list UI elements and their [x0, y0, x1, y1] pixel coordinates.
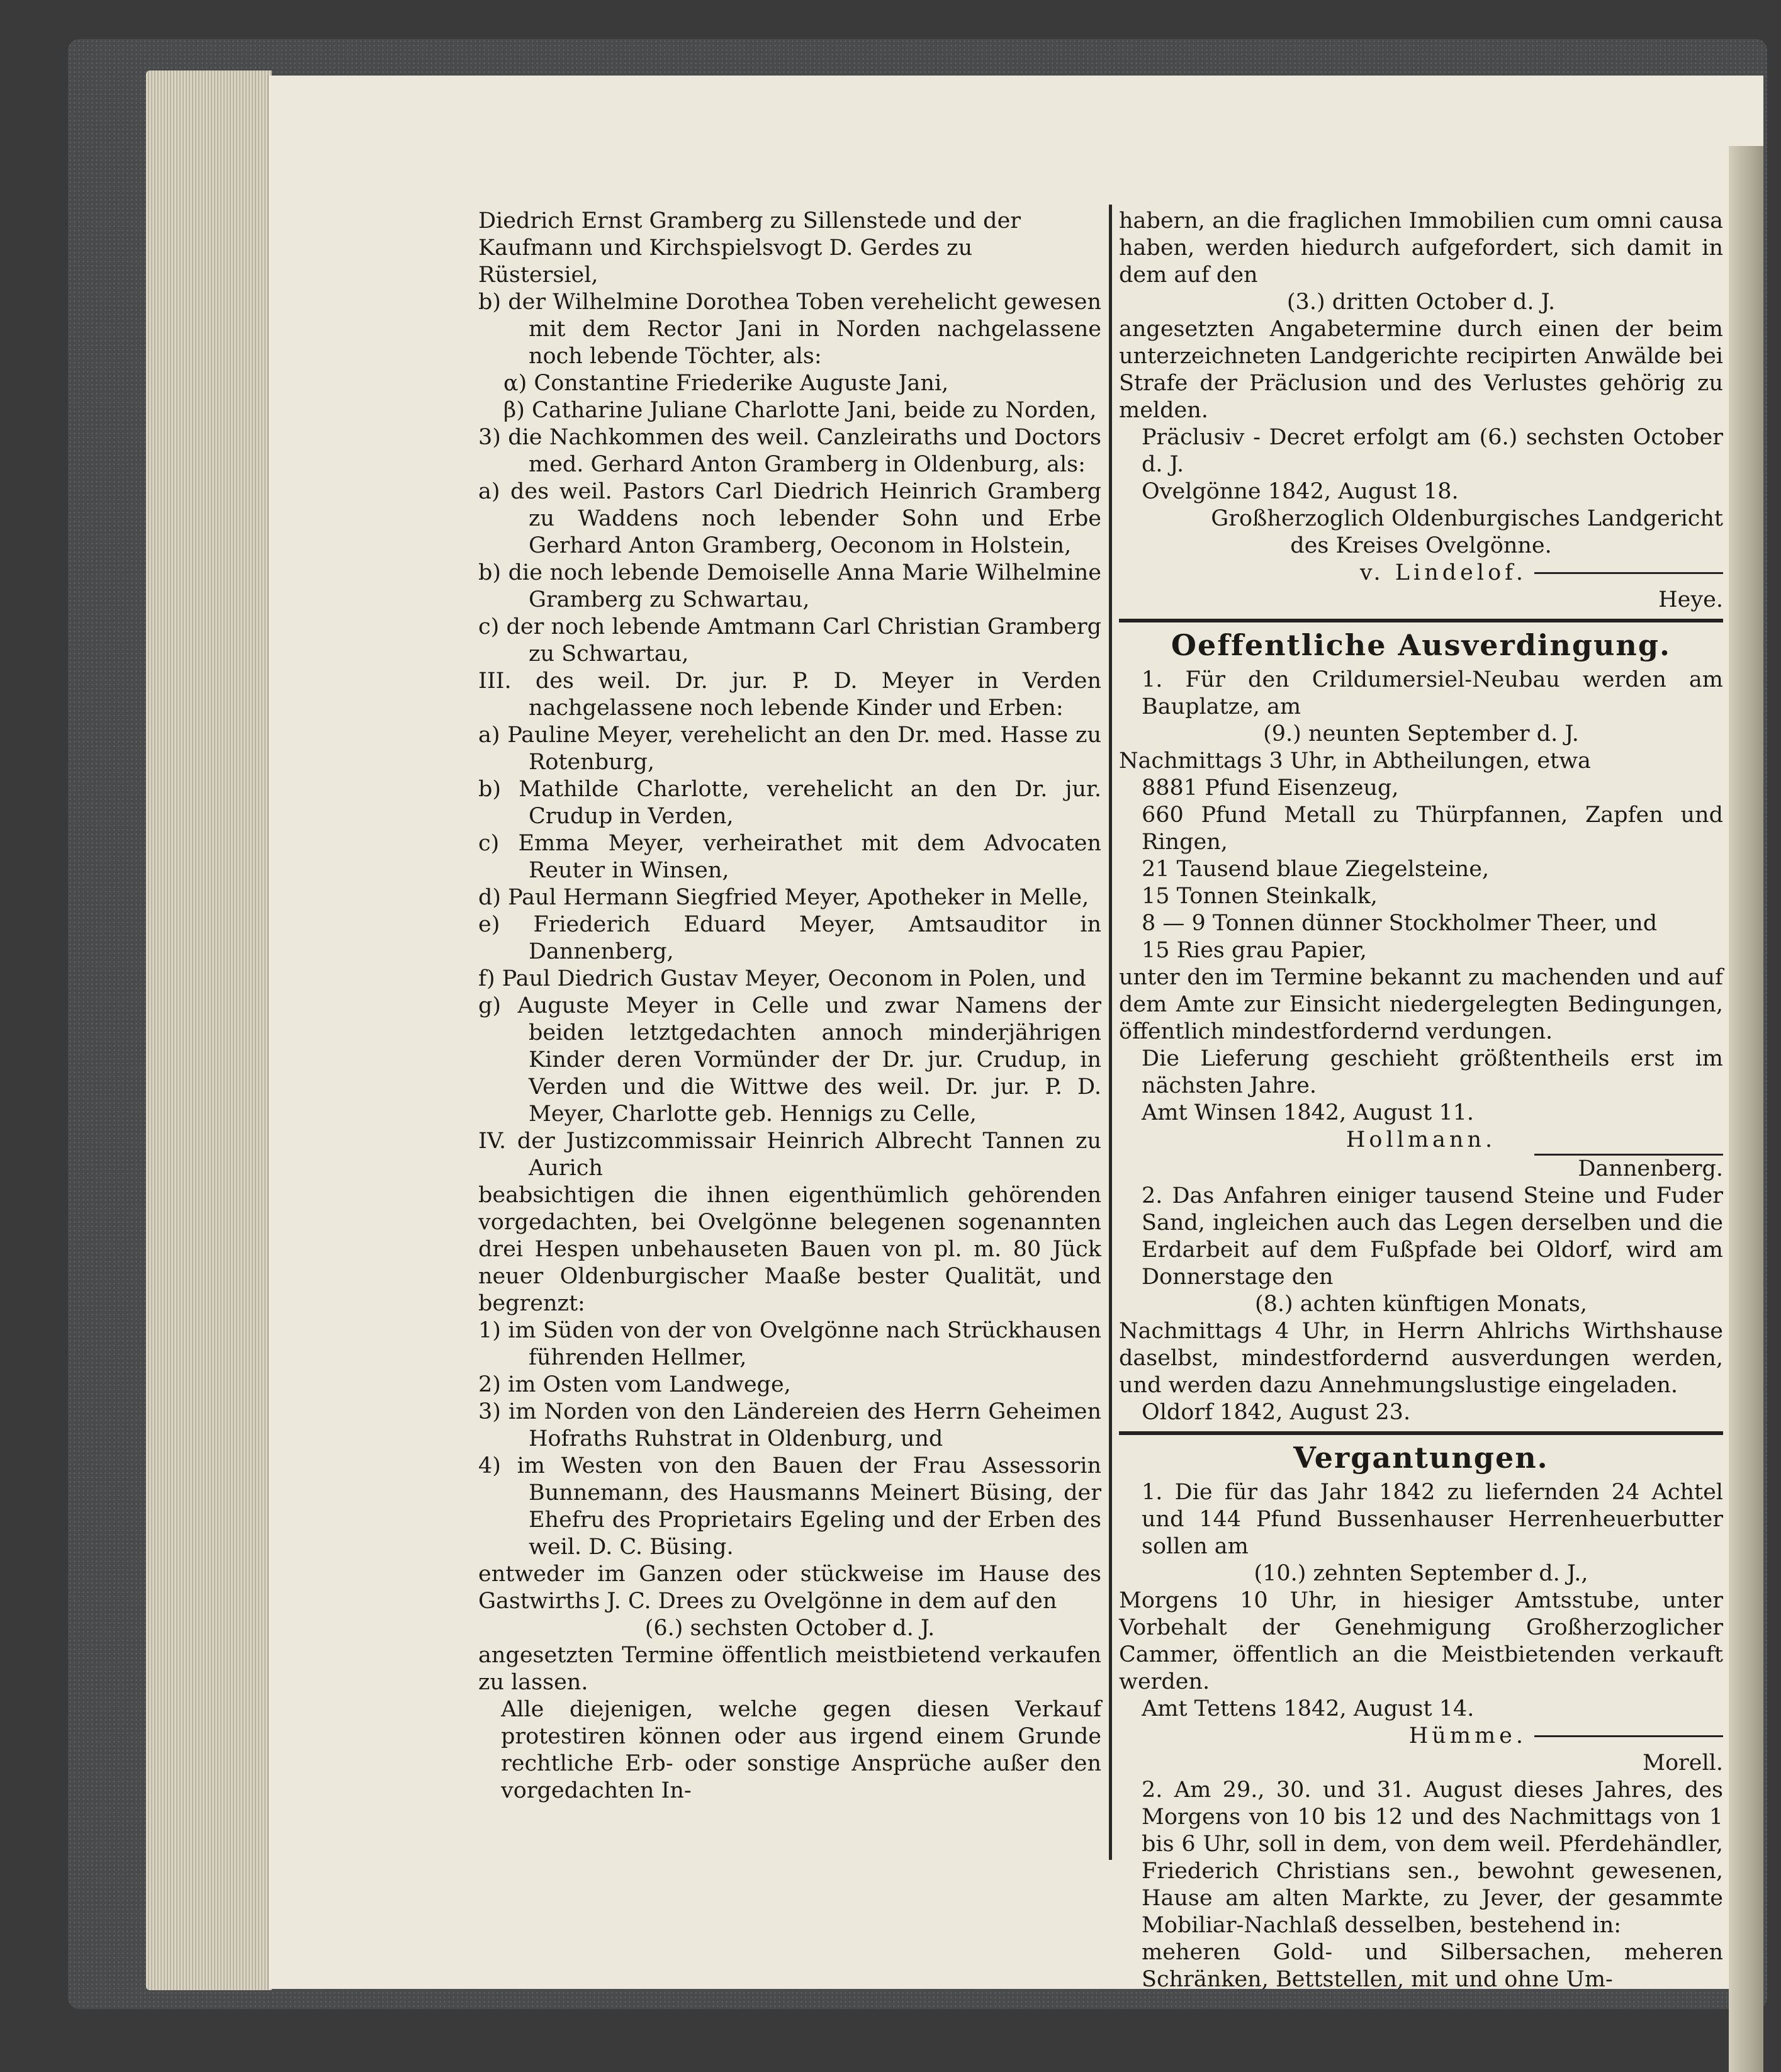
- text-line: a) des weil. Pastors Carl Diedrich Heinrich Gramberg zu Waddens noch lebender Sohn und Erbe Gerhard Anton Gramberg, Oeconom in Holstein,: [478, 479, 1101, 558]
- text-line: Die Lieferung geschieht größtentheils erst im nächsten Jahre.: [1142, 1046, 1723, 1098]
- text-line: 1) im Süden von der von Ovelgönne nach Strückhausen führenden Hellmer,: [478, 1318, 1101, 1370]
- text-line: (9.) neunten September d. J.: [1263, 721, 1579, 746]
- text-line: β) Catharine Juliane Charlotte Jani, beide zu Norden,: [503, 398, 1097, 423]
- text-line: des Kreises Ovelgönne.: [1290, 533, 1552, 558]
- text-line: Nachmittags 4 Uhr, in Herrn Ahlrichs Wirthshause daselbst, mindestfordernd ausverdungen werden, und werden dazu Annehmungslustige eingeladen.: [1119, 1319, 1723, 1398]
- signature-hollmann: Hollmann.: [1346, 1127, 1497, 1152]
- ausverdingung-item-1: [1119, 667, 1723, 1127]
- text-line: 2. Am 29., 30. und 31. August dieses Jahres, des Morgens von 10 bis 12 und des Nachmittags von 1 bis 6 Uhr, soll in dem, von dem weil. Pferdehändler, Friederich Christians sen., bewohnt gewesenen, Hause am alten Markte, zu Jever, der gesammte Mobiliar-Nachlaß desselben, bestehend in:: [1142, 1777, 1723, 1938]
- text-line: 3) im Norden von den Ländereien des Herrn Geheimen Hofraths Ruhstrat in Oldenburg, und: [478, 1399, 1101, 1451]
- right-column: [1119, 208, 1723, 1993]
- text-line: Großherzoglich Oldenburgisches Landgericht: [1211, 506, 1723, 531]
- court-clerk: Heye.: [1658, 587, 1723, 612]
- text-line: Oldorf 1842, August 23.: [1142, 1400, 1411, 1425]
- text-line: e) Friederich Eduard Meyer, Amtsauditor in Dannenberg,: [478, 912, 1101, 964]
- text-line: b) die noch lebende Demoiselle Anna Marie Wilhelmine Gramberg zu Schwartau,: [478, 560, 1101, 612]
- text-line: 15 Tonnen Steinkalk,: [1142, 884, 1378, 909]
- text-line: angesetzten Termine öffentlich meistbietend verkaufen zu lassen.: [478, 1643, 1101, 1695]
- text-line: 660 Pfund Metall zu Thürpfannen, Zapfen und Ringen,: [1142, 802, 1723, 855]
- text-line: Präclusiv - Decret erfolgt am (6.) sechsten October d. J.: [1142, 425, 1723, 477]
- text-line: c) Emma Meyer, verheirathet mit dem Advocaten Reuter in Winsen,: [478, 831, 1101, 883]
- heading-vergantungen: Vergantungen.: [1293, 1441, 1549, 1475]
- court-signature: v. Lindelof.: [1359, 560, 1527, 585]
- signature-line-2: [1119, 1723, 1723, 1750]
- text-line: α) Constantine Friederike Auguste Jani,: [503, 371, 949, 396]
- text-line: f) Paul Diedrich Gustav Meyer, Oeconom in Polen, und: [478, 966, 1086, 991]
- text-line: 15 Ries grau Papier,: [1142, 938, 1367, 963]
- text-line: 1. Für den Crildumersiel-Neubau werden am Bauplatze, am: [1142, 667, 1723, 719]
- vergantung-item-2: [1119, 1777, 1723, 1993]
- text-line: angesetzten Angabetermine durch einen der beim unterzeichneten Landgerichte recipirten Anwälde bei Strafe der Präclusion und des Verlustes gehörig zu melden.: [1119, 317, 1723, 423]
- text-line: 2. Das Anfahren einiger tausend Steine und Fuder Sand, ingleichen auch das Legen derselben und die Erdarbeit auf dem Fußpfade bei Oldorf, wird am Donnerstage den: [1142, 1183, 1723, 1290]
- column-divider: [1109, 205, 1112, 1860]
- next-page-edge: [1729, 146, 1763, 2072]
- text-line: (3.) dritten October d. J.: [1286, 290, 1556, 315]
- text-line: Amt Winsen 1842, August 11.: [1142, 1100, 1474, 1125]
- text-line: Morgens 10 Uhr, in hiesiger Amtsstube, unter Vorbehalt der Genehmigung Großherzoglicher Cammer, öffentlich an die Meistbietenden verkauft werden.: [1119, 1588, 1723, 1694]
- text-line: 21 Tausend blaue Ziegelsteine,: [1142, 857, 1490, 882]
- clerk-morell: Morell.: [1643, 1750, 1723, 1776]
- text-line: (8.) achten künftigen Monats,: [1254, 1292, 1588, 1317]
- signature-rule: [1534, 1735, 1723, 1737]
- text-line: g) Auguste Meyer in Celle und zwar Namens der beiden letztgedachten annoch minderjährigen Kinder deren Vormünder der Dr. jur. Crudup, in Verden und die Wittwe des weil. Dr. jur. P. D. Meyer, Charlotte geb. Hennigs zu Celle,: [478, 993, 1101, 1127]
- text-line: Nachmittags 3 Uhr, in Abtheilungen, etwa: [1119, 748, 1591, 774]
- text-line: III. des weil. Dr. jur. P. D. Meyer in Verden nachgelassene noch lebende Kinder und Erben:: [478, 668, 1101, 721]
- left-column: [478, 208, 1101, 1805]
- text-line: IV. der Justizcommissair Heinrich Albrecht Tannen zu Aurich: [478, 1129, 1101, 1181]
- court-notice: [1119, 208, 1723, 560]
- ausverdingung-item-2: [1119, 1183, 1723, 1426]
- text-line: a) Pauline Meyer, verehelicht an den Dr. med. Hasse zu Rotenburg,: [478, 723, 1101, 775]
- text-line: Ovelgönne 1842, August 18.: [1142, 479, 1459, 504]
- text-line: unter den im Termine bekannt zu machenden und auf dem Amte zur Einsicht niedergelegten Bedingungen, öffentlich mindestfordernd verdungen.: [1119, 965, 1723, 1044]
- text-line: habern, an die fraglichen Immobilien cum omni causa haben, werden hiedurch aufgefordert, sich damit in dem auf den: [1119, 208, 1723, 288]
- signature-rule: [1534, 572, 1723, 574]
- text-line: 1. Die für das Jahr 1842 zu liefernden 24 Achtel und 144 Pfund Bussenhauser Herrenheuerbutter sollen am: [1142, 1480, 1723, 1559]
- heading-ausverdingung: Oeffentliche Ausverdingung.: [1171, 628, 1671, 662]
- text-line: Rüstersiel,: [478, 262, 598, 288]
- text-line: 2) im Osten vom Landwege,: [478, 1372, 791, 1397]
- signature-huemme: Hümme.: [1408, 1723, 1527, 1748]
- text-line: (10.) zehnten September d. J.,: [1254, 1561, 1588, 1586]
- text-line: Diedrich Ernst Gramberg zu Sillenstede und der: [478, 208, 1021, 234]
- text-line: d) Paul Hermann Siegfried Meyer, Apotheker in Melle,: [478, 885, 1089, 910]
- text-line: Amt Tettens 1842, August 14.: [1142, 1696, 1475, 1721]
- court-signature-line: [1119, 560, 1723, 587]
- text-line: b) der Wilhelmine Dorothea Toben verehelicht gewesen mit dem Rector Jani in Norden nachgelassene noch lebende Töchter, als:: [478, 290, 1101, 369]
- text-line: b) Mathilde Charlotte, verehelicht an den Dr. jur. Crudup in Verden,: [478, 777, 1101, 829]
- text-line: c) der noch lebende Amtmann Carl Christian Gramberg zu Schwartau,: [478, 614, 1101, 667]
- text-line: (6.) sechsten October d. J.: [644, 1616, 935, 1641]
- text-line: entweder im Ganzen oder stückweise im Hause des Gastwirths J. C. Drees zu Ovelgönne in dem auf den: [478, 1562, 1101, 1614]
- page-edges: [146, 70, 272, 1990]
- text-line: 8 — 9 Tonnen dünner Stockholmer Theer, und: [1142, 911, 1658, 936]
- section-rule: [1119, 619, 1723, 622]
- text-line: meheren Gold- und Silbersachen, meheren Schränken, Bettstellen, mit und ohne Um-: [1142, 1940, 1723, 1992]
- section-rule: [1119, 1431, 1723, 1435]
- text-line: 4) im Westen von den Bauen der Frau Assessorin Bunnemann, des Hausmanns Meinert Büsing, der Ehefru des Proprietairs Egeling und der Erben des weil. D. C. Büsing.: [478, 1453, 1101, 1560]
- text-line: 3) die Nachkommen des weil. Canzleiraths und Doctors med. Gerhard Anton Gramberg in Oldenburg, als:: [478, 425, 1101, 477]
- text-line: beabsichtigen die ihnen eigenthümlich gehörenden vorgedachten, bei Ovelgönne belegenen sogenannten drei Hespen unbehauseten Bauen von pl. m. 80 Jück neuer Oldenburgischer Maaße bester Qualität, und begrenzt:: [478, 1183, 1101, 1316]
- vergantung-item-1: [1119, 1479, 1723, 1723]
- text-line: Alle diejenigen, welche gegen diesen Verkauf protestiren können oder aus irgend einem Grunde rechtliche Erb- oder sonstige Ansprüche außer den vorgedachten In-: [501, 1697, 1101, 1803]
- text-line: Kaufmann und Kirchspielsvogt D. Gerdes zu: [478, 235, 973, 261]
- text-line: 8881 Pfund Eisenzeug,: [1142, 775, 1399, 801]
- clerk-dannenberg: Dannenberg.: [1578, 1156, 1723, 1181]
